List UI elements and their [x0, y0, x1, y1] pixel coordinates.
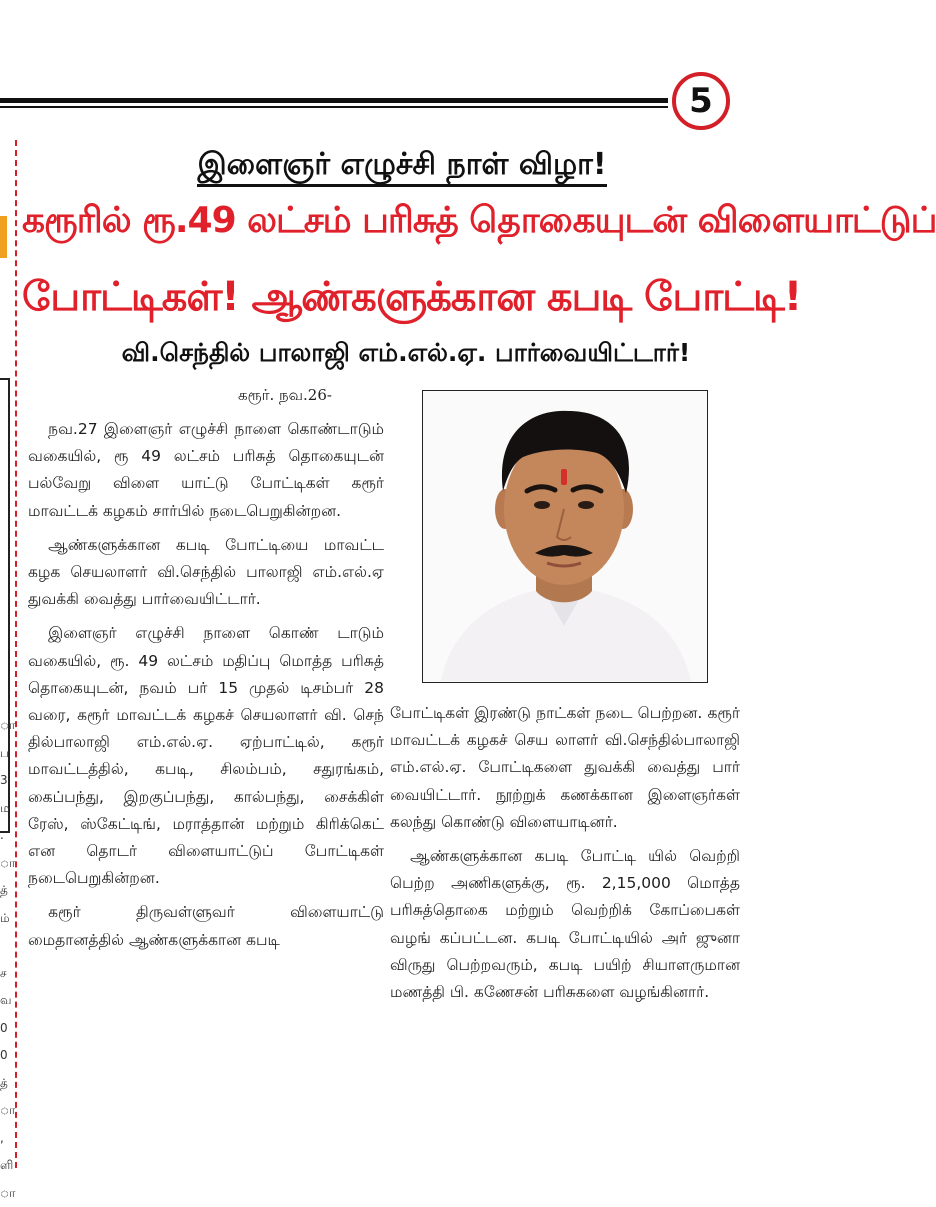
subheadline: வி.செந்தில் பாலாஜி எம்.எல்.ஏ. பார்வையிட்டார்!: [121, 338, 691, 367]
kicker-text: இளைஞர் எழுச்சி நாள் விழா!: [197, 147, 606, 187]
header-rule-thick: [0, 98, 668, 103]
paragraph: போட்டிகள் இரண்டு நாட்கள் நடை பெற்றன. கரூர் மாவட்டக் கழகச் செய லாளர் வி.செந்தில்பாலாஜி எம்.எல்.ஏ. போட்டிகளை துவக்கி வைத்து பார் வையிட்டார். நூற்றுக் கணக்கான இளைஞர்கள் கலந்து கொண்டு விளையாடினர்.: [390, 704, 740, 831]
article-left-column: [28, 416, 384, 961]
paragraph: ஆண்களுக்கான கபடி போட்டி யில் வெற்றி பெற்ற அணிகளுக்கு, ரூ. 2,15,000 மொத்த பரிசுத்தொகை மற்றும் வெற்றிக் கோப்பைகள் வழங் கப்பட்டன. கபடி போட்டியில் அர் ஜுனா விருது பெற்றவரும், கபடி பயிற் சியாளருமான மணத்தி பி. கணேசன் பரிசுகளை வழங்கினார்.: [390, 847, 740, 1002]
page-number: 5: [672, 72, 730, 130]
paragraph: ஆண்களுக்கான கபடி போட்டியை மாவட்ட கழக செயலாளர் வி.செந்தில் பாலாஜி எம்.எல்.ஏ துவக்கி வைத்து பார்வையிட்டார்.: [28, 535, 384, 609]
portrait-illustration: [423, 391, 706, 681]
paragraph: கரூர் திருவள்ளுவர் விளையாட்டு மைதானத்தில் ஆண்களுக்கான கபடி: [28, 903, 384, 949]
headline-line-2: போட்டிகள்! ஆண்களுக்கான கபடி போட்டி!: [22, 274, 802, 320]
column-gutter-dashed: [15, 140, 17, 1168]
portrait-photo: [422, 390, 708, 683]
header-rule-thin: [0, 106, 668, 108]
paragraph: நவ.27 இளைஞர் எழுச்சி நாளை கொண்டாடும் வகையில், ரூ 49 லட்சம் பரிசுத் தொகையுடன் பல்வேறு விளை யாட்டு போட்டிகள் கரூர் மாவட்டக் கழகம் சார்பில் நடைபெறுகின்றன.: [28, 420, 384, 520]
article-right-column: [390, 700, 740, 1013]
previous-column-color-block: [0, 216, 7, 258]
previous-column-text: ா ப 3 ம . ா த் ம் ச வ 0 0 த் ா , ளி ா: [0, 718, 16, 1200]
paragraph: இளைஞர் எழுச்சி நாளை கொண் டாடும் வகையில், ரூ. 49 லட்சம் மதிப்பு மொத்த பரிசுத் தொகையுடன், நவம் பர் 15 முதல் டிசம்பர் 28 வரை, கரூர் மாவட்டக் கழகச் செயலாளர் வி. செந் தில்பாலாஜி எம்.எல்.ஏ. ஏற்பாட்டில், கரூர் மாவட்டத்தில், கபடி, சிலம்பம், சதுரங்கம், கைப்பந்து, இறகுப்பந்து, கால்பந்து, சைக்கிள் ரேஸ், ஸ்கேட்டிங், மராத்தான் மற்றும் கிரிக்கெட் என தொடர் விளையாட்டுப் போட்டிகள் நடைபெறுகின்றன.: [28, 624, 384, 888]
previous-column-fragment: [0, 140, 16, 1200]
dateline: கரூர். நவ.26-: [238, 386, 332, 404]
kicker-heading: [22, 147, 782, 186]
headline-line-1: கரூரில் ரூ.49 லட்சம் பரிசுத் தொகையுடன் விளையாட்டுப்: [22, 200, 936, 241]
